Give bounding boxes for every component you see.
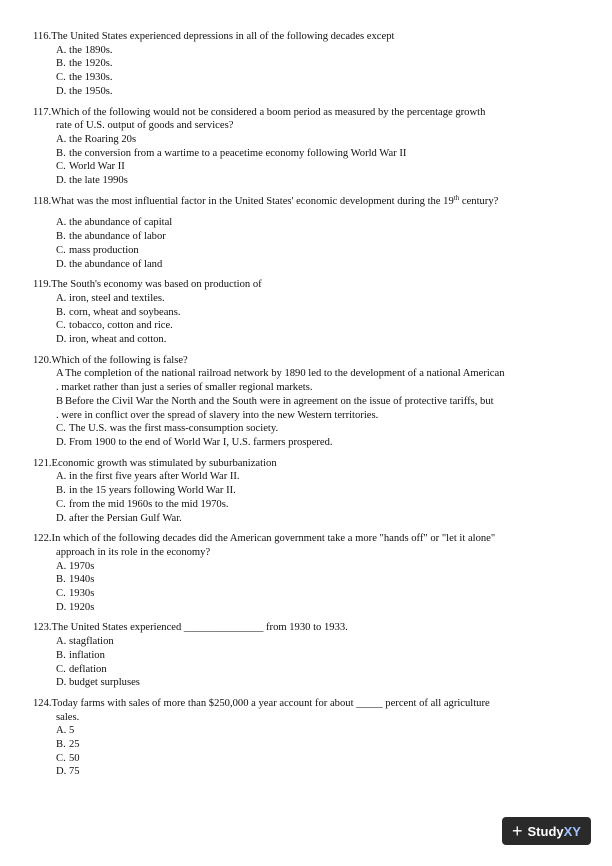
question-117: [33, 106, 593, 188]
option-a: A. the Roaring 20s: [56, 133, 137, 145]
option-a: A. the 1890s.: [56, 44, 113, 56]
option-a: A. in the first five years after World War II.: [56, 471, 240, 483]
question-text: The United States experienced _______________ from 1930 to 1933.: [51, 622, 348, 634]
option-d: D. after the Persian Gulf War.: [56, 512, 182, 524]
option-b: B. the conversion from a wartime to a peacetime economy following World War II: [56, 147, 407, 159]
question-text-continued: sales.: [56, 711, 80, 723]
question-text-continued: approach in its role in the economy?: [56, 546, 211, 558]
option-c: C. tobacco, cotton and rice.: [56, 320, 173, 332]
question-121: [33, 457, 593, 526]
option-c: C. mass production: [56, 244, 139, 256]
option-b-continued: . were in conflict over the spread of slavery into the new Western territories.: [56, 409, 379, 421]
question-text: Today farms with sales of more than $250,000 a year account for about _____ percent of all agriculture: [51, 697, 490, 709]
question-number: 124.: [33, 697, 52, 709]
question-number: 118.: [33, 195, 52, 207]
question-number: 117.: [33, 106, 52, 118]
question-text: Which of the following is false?: [51, 354, 188, 366]
document-body: [33, 30, 593, 786]
question-120: [33, 354, 593, 450]
question-123: [33, 621, 593, 690]
question-number: 120.: [33, 354, 52, 366]
question-number: 123.: [33, 622, 52, 634]
option-a: A. the abundance of capital: [56, 217, 173, 229]
question-text: What was the most influential factor in the United States' economic development during the 19th century?: [51, 193, 499, 207]
option-b: B. corn, wheat and soybeans.: [56, 306, 181, 318]
brand-name: Study: [527, 823, 564, 839]
option-a: A. iron, steel and textiles.: [56, 292, 165, 304]
question-text: Economic growth was stimulated by suburbanization: [51, 457, 277, 469]
question-number: 116.: [33, 31, 52, 42]
question-118: [33, 195, 593, 272]
option-b: B Before the Civil War the North and the South were in agreement on the issue of protective tariffs, but: [56, 395, 494, 407]
studyxy-logo[interactable]: [502, 817, 591, 845]
option-d: D. 75: [56, 766, 80, 778]
question-number: 119.: [33, 279, 52, 291]
option-c: C. 50: [56, 752, 80, 764]
option-b: B. 1940s: [56, 574, 95, 586]
question-124: [33, 697, 593, 779]
option-d: D. the late 1990s: [56, 175, 128, 187]
option-a: A. 1970s: [56, 560, 95, 572]
option-d: D. 1920s: [56, 601, 95, 613]
option-b: B. 25: [56, 739, 80, 751]
option-c: C. the 1930s.: [56, 72, 113, 84]
option-d: D. the 1950s.: [56, 85, 113, 97]
question-text: The South's economy was based on production of: [51, 279, 262, 291]
option-c: C. from the mid 1960s to the mid 1970s.: [56, 498, 229, 510]
plus-icon: +: [512, 821, 523, 841]
question-122: [33, 532, 593, 614]
option-b: B. in the 15 years following World War II.: [56, 485, 236, 497]
question-number: 121.: [33, 457, 52, 469]
option-c: C. The U.S. was the first mass-consumption society.: [56, 423, 279, 435]
brand-accent: XY: [563, 823, 581, 839]
question-number: 122.: [33, 533, 52, 545]
option-c: C. deflation: [56, 663, 107, 675]
option-b: B. the abundance of labor: [56, 231, 166, 243]
question-text: Which of the following would not be considered a boom period as measured by the percentage growth: [51, 106, 486, 118]
option-c: C. World War II: [56, 161, 125, 173]
option-a: A. stagflation: [56, 636, 114, 648]
option-d: D. the abundance of land: [56, 258, 163, 270]
option-b: B. inflation: [56, 649, 105, 661]
option-a: A The completion of the national railroad network by 1890 led to the development of a national American: [56, 368, 505, 380]
question-text: The United States experienced depressions in all of the following decades except: [51, 31, 395, 42]
question-119: [33, 278, 593, 347]
option-d: D. From 1900 to the end of World War I, U.S. farmers prospered.: [56, 436, 333, 448]
option-a-continued: . market rather than just a series of smaller regional markets.: [56, 382, 313, 394]
question-text: In which of the following decades did the American government take a more "hands off" or "let it alone": [51, 533, 496, 545]
question-116: [33, 30, 593, 99]
option-d: D. iron, wheat and cotton.: [56, 334, 167, 346]
option-d: D. budget surpluses: [56, 677, 140, 689]
question-text-continued: rate of U.S. output of goods and services?: [56, 120, 234, 132]
option-c: C. 1930s: [56, 588, 95, 600]
option-b: B. the 1920s.: [56, 58, 113, 70]
option-a: A. 5: [56, 725, 75, 737]
